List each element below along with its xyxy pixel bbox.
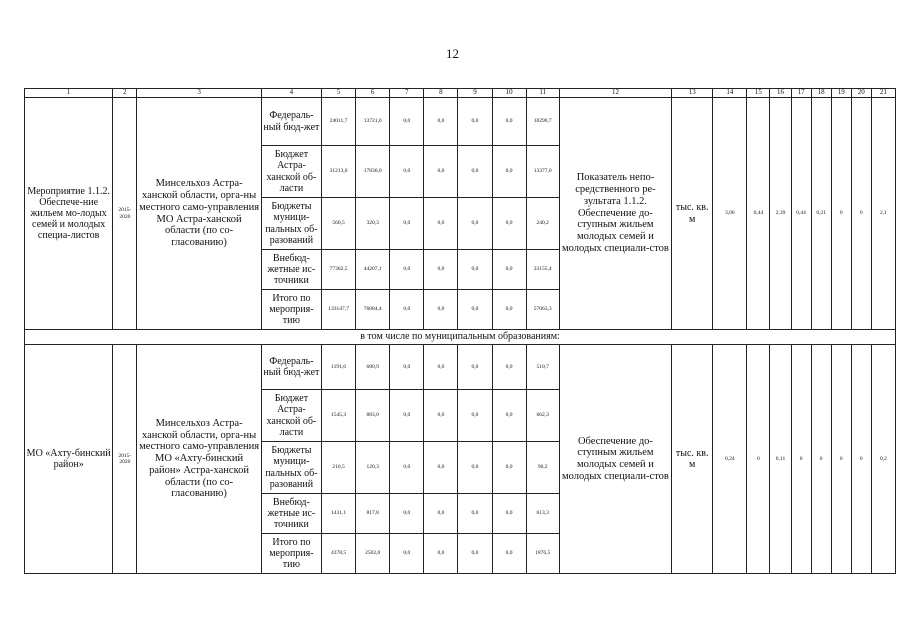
- column-number: 21: [871, 89, 895, 98]
- funding-value: 0,0: [390, 442, 424, 494]
- column-number: 5: [322, 89, 356, 98]
- period: 2015-2020: [113, 98, 137, 330]
- funding-value: 0,0: [458, 250, 492, 290]
- indicator-value: 0: [851, 98, 871, 330]
- funding-value: 0,0: [424, 290, 458, 330]
- indicator-value: 0: [831, 98, 851, 330]
- funding-value: 883,0: [356, 390, 390, 442]
- funding-value: 210,5: [322, 442, 356, 494]
- funding-value: 0,0: [424, 345, 458, 390]
- funding-value: 0,0: [424, 534, 458, 574]
- funding-source: Бюджет Астра-ханской об-ласти: [261, 390, 321, 442]
- indicator-value: 2,39: [770, 98, 791, 330]
- funding-value: 0,0: [390, 146, 424, 198]
- column-number: 6: [356, 89, 390, 98]
- funding-value: 0,0: [492, 534, 526, 574]
- column-number: 10: [492, 89, 526, 98]
- funding-value: 240,2: [526, 198, 559, 250]
- funding-value: 77362,5: [322, 250, 356, 290]
- column-number: 9: [458, 89, 492, 98]
- funding-source: Федераль-ный бюд-жет: [261, 98, 321, 146]
- indicator-value: 0,44: [791, 98, 811, 330]
- funding-value: 0,0: [390, 390, 424, 442]
- funding-value: 613,3: [526, 494, 559, 534]
- funding-value: 120,3: [356, 442, 390, 494]
- indicator-value: 0,24: [713, 345, 747, 574]
- funding-value: 0,0: [492, 290, 526, 330]
- funding-value: 0,0: [390, 494, 424, 534]
- indicator-value: 0,2: [871, 345, 895, 574]
- funding-value: 0,0: [492, 390, 526, 442]
- indicator-value: 2,1: [871, 98, 895, 330]
- funding-value: 17836,0: [356, 146, 390, 198]
- indicator-value: 0,21: [811, 98, 831, 330]
- funding-value: 0,0: [458, 390, 492, 442]
- funding-value: 320,3: [356, 198, 390, 250]
- column-number: 1: [25, 89, 113, 98]
- funding-value: 817,8: [356, 494, 390, 534]
- funding-value: 560,5: [322, 198, 356, 250]
- funding-value: 57063,3: [526, 290, 559, 330]
- column-number: 8: [424, 89, 458, 98]
- funding-value: 0,0: [390, 98, 424, 146]
- funding-value: 0,0: [424, 390, 458, 442]
- funding-value: 0,0: [390, 345, 424, 390]
- column-number: 16: [770, 89, 791, 98]
- funding-value: 0,0: [458, 494, 492, 534]
- column-number: 4: [261, 89, 321, 98]
- indicator-value: 3,06: [713, 98, 747, 330]
- indicator-value: 0,44: [747, 98, 770, 330]
- executor: Минсельхоз Астра-ханской области, орга-ны местного само-управления МО Астра-ханской области (по со-гласованию): [137, 98, 261, 330]
- indicator-name: Показатель непо-средственного ре-зультата 1.1.2. Обеспечение до-ступным жильем молодых семей и молодых специали-стов: [559, 98, 671, 330]
- funding-value: 0,0: [424, 198, 458, 250]
- funding-value: 0,0: [458, 290, 492, 330]
- funding-value: 90,2: [526, 442, 559, 494]
- indicator-value: 0: [791, 345, 811, 574]
- funding-value: 1545,3: [322, 390, 356, 442]
- funding-value: 0,0: [424, 98, 458, 146]
- funding-value: 133147,7: [322, 290, 356, 330]
- funding-value: 0,0: [458, 345, 492, 390]
- funding-value: 0,0: [424, 250, 458, 290]
- funding-value: 0,0: [458, 198, 492, 250]
- funding-source: Бюджеты муници-пальных об-разований: [261, 198, 321, 250]
- activity-name: Мероприятие 1.1.2. Обеспече-ние жильем мо-лодых семей и молодых специа-листов: [25, 98, 113, 330]
- funding-value: 4378,5: [322, 534, 356, 574]
- funding-value: 0,0: [458, 442, 492, 494]
- funding-value: 0,0: [458, 534, 492, 574]
- table-row: [25, 98, 896, 146]
- funding-source: Бюджеты муници-пальных об-разований: [261, 442, 321, 494]
- funding-value: 0,0: [424, 442, 458, 494]
- column-number: 17: [791, 89, 811, 98]
- column-number: 13: [672, 89, 713, 98]
- funding-value: 10290,7: [526, 98, 559, 146]
- funding-value: 24011,7: [322, 98, 356, 146]
- funding-value: 0,0: [390, 290, 424, 330]
- activity-name: МО «Ахту-бинский район»: [25, 345, 113, 574]
- funding-source: Итого по мероприя-тию: [261, 534, 321, 574]
- section-label: в том числе по муниципальным образованиям:: [25, 330, 896, 345]
- funding-value: 33155,4: [526, 250, 559, 290]
- funding-value: 0,0: [424, 146, 458, 198]
- funding-value: 0,0: [390, 534, 424, 574]
- funding-value: 0,0: [424, 494, 458, 534]
- column-number: 3: [137, 89, 261, 98]
- indicator-name: Обеспечение до-ступным жильем молодых семей и молодых специали-стов: [559, 345, 671, 574]
- executor: Минсельхоз Астра-ханской области, орга-ны местного само-управления МО «Ахту-бинский район» Астра-ханской области (по со-гласованию): [137, 345, 261, 574]
- column-number: 2: [113, 89, 137, 98]
- funding-value: 1431,1: [322, 494, 356, 534]
- column-number: 11: [526, 89, 559, 98]
- indicator-value: 0: [747, 345, 770, 574]
- indicator-value: 0: [831, 345, 851, 574]
- funding-source: Бюджет Астра-ханской об-ласти: [261, 146, 321, 198]
- funding-value: 510,7: [526, 345, 559, 390]
- column-number: 14: [713, 89, 747, 98]
- funding-value: 0,0: [492, 442, 526, 494]
- header-row: [25, 89, 896, 98]
- funding-value: 0,0: [458, 98, 492, 146]
- funding-value: 1876,5: [526, 534, 559, 574]
- funding-value: 0,0: [492, 146, 526, 198]
- funding-source: Федераль-ный бюд-жет: [261, 345, 321, 390]
- funding-value: 13721,0: [356, 98, 390, 146]
- funding-value: 0,0: [492, 250, 526, 290]
- indicator-value: 0: [851, 345, 871, 574]
- program-table: [24, 88, 896, 574]
- funding-value: 0,0: [458, 146, 492, 198]
- funding-value: 31213,0: [322, 146, 356, 198]
- funding-value: 0,0: [390, 250, 424, 290]
- funding-value: 662,3: [526, 390, 559, 442]
- funding-source: Внебюд-жетные ис-точники: [261, 494, 321, 534]
- column-number: 20: [851, 89, 871, 98]
- section-row: [25, 330, 896, 345]
- funding-value: 13377,0: [526, 146, 559, 198]
- funding-value: 1191,6: [322, 345, 356, 390]
- funding-value: 76084,4: [356, 290, 390, 330]
- column-number: 7: [390, 89, 424, 98]
- table-row: [25, 345, 896, 390]
- funding-value: 2502,0: [356, 534, 390, 574]
- funding-value: 0,0: [492, 494, 526, 534]
- indicator-unit: тыс. кв. м: [672, 98, 713, 330]
- funding-value: 0,0: [492, 345, 526, 390]
- page-number: 12: [446, 46, 459, 61]
- column-number: 15: [747, 89, 770, 98]
- funding-value: 44207,1: [356, 250, 390, 290]
- column-number: 12: [559, 89, 671, 98]
- funding-source: Итого по мероприя-тию: [261, 290, 321, 330]
- funding-source: Внебюд-жетные ис-точники: [261, 250, 321, 290]
- funding-value: 0,0: [492, 98, 526, 146]
- period: 2015-2020: [113, 345, 137, 574]
- indicator-value: 0: [811, 345, 831, 574]
- funding-value: 680,9: [356, 345, 390, 390]
- funding-value: 0,0: [492, 198, 526, 250]
- funding-value: 0,0: [390, 198, 424, 250]
- column-number: 18: [811, 89, 831, 98]
- indicator-unit: тыс. кв. м: [672, 345, 713, 574]
- column-number: 19: [831, 89, 851, 98]
- indicator-value: 0,11: [770, 345, 791, 574]
